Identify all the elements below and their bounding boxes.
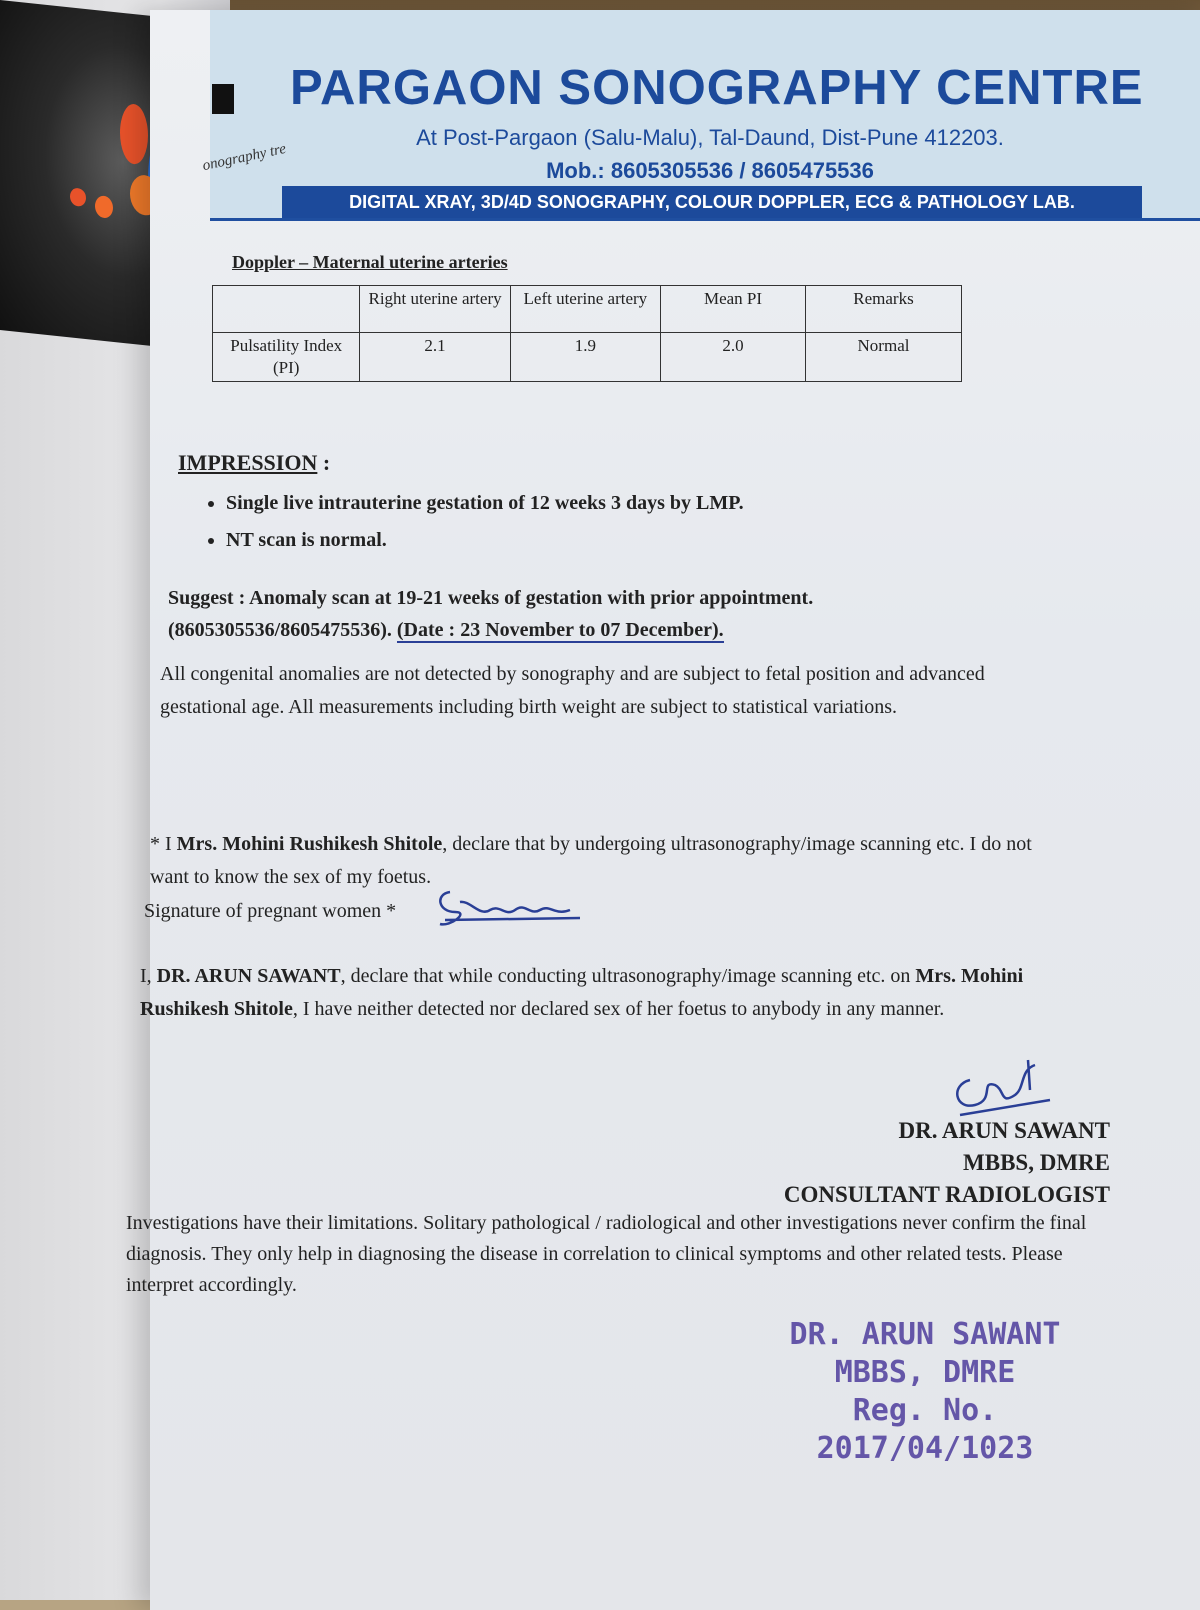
signature-label: Signature of pregnant women * bbox=[144, 900, 397, 922]
declaration-text: , declare that by undergoing ultrasonography/image scanning etc. I do not want to know the sex of my foetus. bbox=[150, 833, 1032, 888]
logo-mark bbox=[212, 84, 234, 114]
disclaimer-investigations: Investigations have their limitations. Solitary pathological / radiological and other investigations never confirm the final diagnosis. They only help in diagnosing the disease in correlation to clinical symptoms and other related tests. Please interpret accordingly. bbox=[126, 1212, 1087, 1296]
declaration-text: , declare that while conducting ultrasonography/image scanning etc. on bbox=[340, 965, 916, 987]
clinic-name: PARGAON SONOGRAPHY CENTRE bbox=[290, 61, 1144, 115]
header-cell-right: Right uterine artery bbox=[360, 286, 510, 333]
row-label: Pulsatility Index (PI) bbox=[213, 333, 360, 382]
declaration-text-end: , I have neither detected nor declared sex of her foetus to anybody in any manner. bbox=[292, 998, 945, 1020]
declaration-prefix: * I bbox=[150, 833, 177, 855]
cell-left-pi: 1.9 bbox=[510, 333, 660, 382]
stamp-reg: Reg. No. 2017/04/1023 bbox=[816, 1393, 1034, 1466]
logo-script: onography tre bbox=[201, 140, 288, 175]
disclaimer-anomalies: All congenital anomalies are not detected by sonography and are subject to fetal position and advanced gestational age. All measurements including birth weight are subject to statistical variations. bbox=[160, 663, 985, 718]
doctor-block bbox=[730, 1115, 1110, 1211]
table-row bbox=[213, 333, 962, 382]
services-bar: DIGITAL XRAY, 3D/4D SONOGRAPHY, COLOUR DOPPLER, ECG & PATHOLOGY LAB. bbox=[282, 186, 1142, 218]
header-cell-mean: Mean PI bbox=[661, 286, 806, 333]
declaration-prefix: I, bbox=[140, 965, 157, 987]
stamp-degree: MBBS, DMRE bbox=[834, 1355, 1016, 1390]
cell-right-pi: 2.1 bbox=[360, 333, 510, 382]
suggest-line-2 bbox=[168, 614, 1048, 646]
header-rule bbox=[210, 218, 1200, 221]
doppler-blob bbox=[120, 103, 148, 166]
patient-name-inline: Mrs. Mohini Rushikesh Shitole bbox=[140, 965, 1024, 1020]
suggest-date: (Date : 23 November to 07 December). bbox=[396, 619, 724, 641]
header-cell-left: Left uterine artery bbox=[510, 286, 660, 333]
suggest-phones: (8605305536/8605475536). bbox=[168, 619, 397, 641]
doctor-name-inline: DR. ARUN SAWANT bbox=[156, 965, 341, 987]
impression-colon: : bbox=[322, 450, 331, 475]
clinic-address: At Post-Pargaon (Salu-Malu), Tal-Daund, Dist-Pune 412203. bbox=[416, 125, 1004, 150]
doppler-blob bbox=[95, 195, 113, 219]
stamp-name: DR. ARUN SAWANT bbox=[789, 1317, 1061, 1352]
clinic-mobile: Mob.: 8605305536 / 8605475536 bbox=[546, 158, 874, 183]
suggest-line: Suggest : Anomaly scan at 19-21 weeks of gestation with prior appointment. bbox=[168, 587, 814, 609]
impression-heading bbox=[178, 450, 330, 476]
header-cell-empty bbox=[213, 286, 360, 333]
doctor-title: CONSULTANT RADIOLOGIST bbox=[783, 1182, 1110, 1207]
header-cell-remarks: Remarks bbox=[806, 286, 962, 333]
suggest-block bbox=[168, 582, 1048, 646]
cell-mean-pi: 2.0 bbox=[661, 333, 806, 382]
list-item: • NT scan is normal. bbox=[226, 529, 744, 552]
patient-declaration bbox=[150, 828, 1070, 894]
doctor-declaration bbox=[140, 960, 1090, 1026]
patient-name: Mrs. Mohini Rushikesh Shitole bbox=[176, 833, 443, 855]
impression-title: IMPRESSION bbox=[178, 450, 318, 475]
cell-remarks: Normal bbox=[806, 333, 962, 382]
doctor-stamp bbox=[750, 1316, 1100, 1468]
doppler-table bbox=[212, 285, 962, 382]
doctor-degree: MBBS, DMRE bbox=[963, 1150, 1110, 1175]
doppler-title: Doppler – Maternal uterine arteries bbox=[232, 252, 508, 272]
report-page bbox=[126, 10, 1200, 1610]
doctor-name: DR. ARUN SAWANT bbox=[898, 1118, 1110, 1143]
patient-signature bbox=[430, 882, 590, 932]
table-header-row bbox=[213, 286, 962, 333]
doppler-blob bbox=[70, 187, 86, 207]
impression-list bbox=[190, 492, 744, 566]
list-item: • Single live intrauterine gestation of 12 weeks 3 days by LMP. bbox=[226, 492, 744, 515]
